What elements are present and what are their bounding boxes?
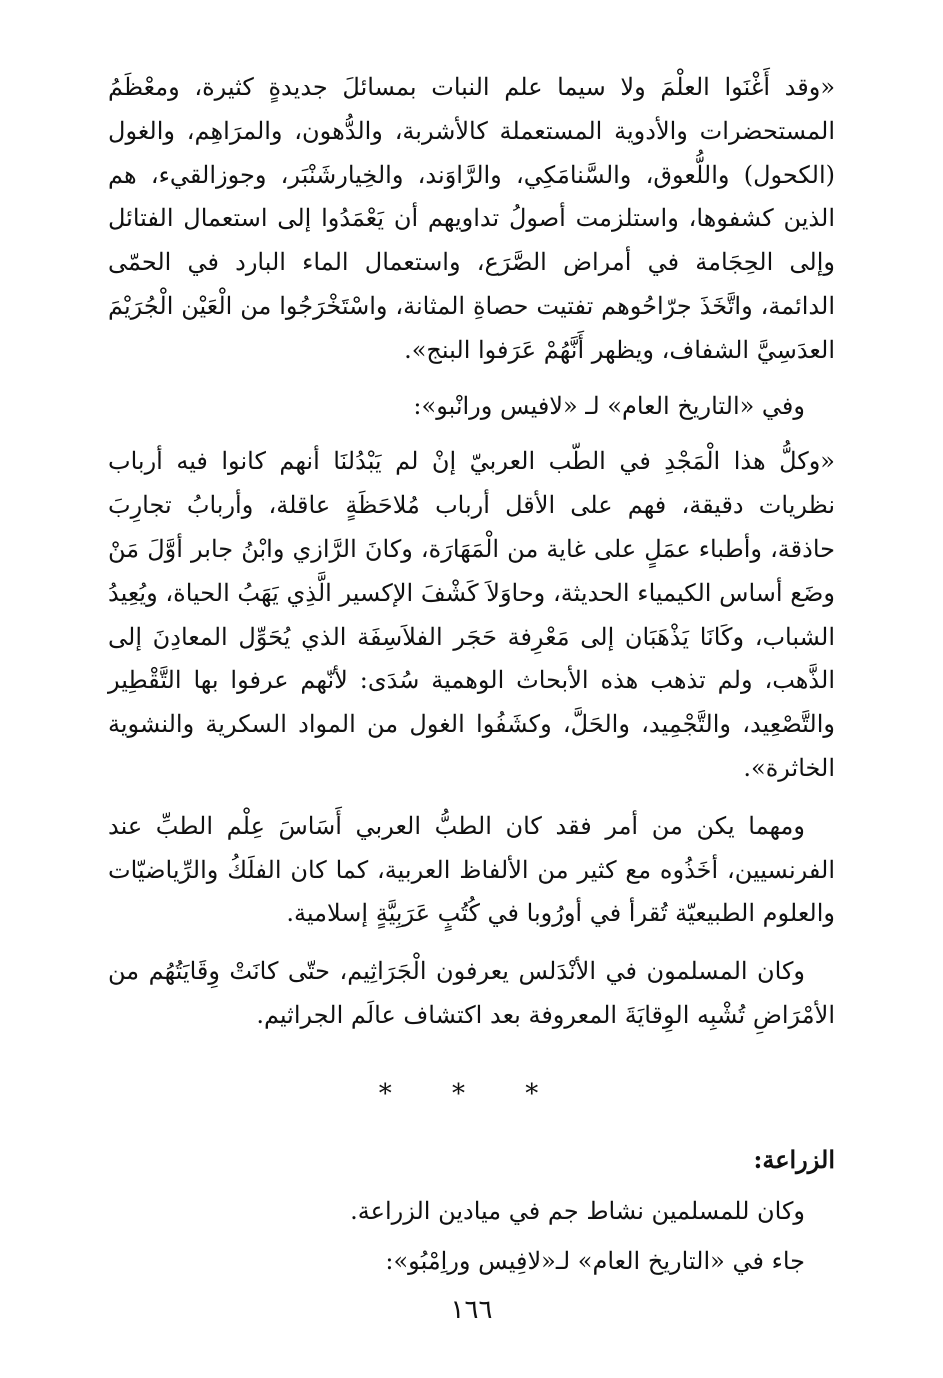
paragraph-french-medicine: ومهما يكن من أمر فقد كان الطبُّ العربي أَسَاسَ عِلْم الطبِّ عند الفرنسيين، أخَذُوه مع كثير من الألفاظ العربية، كما كان الفلَكُ والرِّياضيّات والعلوم الطبيعيّة تُقرأ في أورُوبا في كُتُبٍ عَرَبِيَّةٍ إسلامية. [108, 811, 835, 928]
section-separator: * * * [378, 1078, 565, 1109]
page-number: ١٦٦ [450, 1295, 493, 1325]
paragraph-andalus-germs: وكان المسلمون في الأنْدَلس يعرفون الْجَرَاثِيم، حتّى كانَتْ وِقَايَتُهُم من الأمْرَاضِ تُشْبِه الوِقايَةَ المعروفة بعد اكتشاف عالَم الجراثيم. [108, 957, 835, 1029]
paragraph-agriculture-source: جاء في «التاريخ العام» لـ«لافِيس وراِمْبُو»: [385, 1246, 805, 1275]
page-body [108, 66, 835, 1283]
paragraph-quote-medicine: «وكلُّ هذا الْمَجْدِ في الطّب العربيّ إنْ لم يَبْدُلنَا أنهم كانوا فيه أرباب نظريات دقيقة، فهم على الأقل أرباب مُلاحَظَةٍ عاقلة، وأربابُ تجارِبَ حاذقة، وأطباء عمَلٍ على غاية من الْمَهَارَة، وكانَ الرَّازي وابْنُ جابر أوَّلَ مَنْ وضَع أساس الكيمياء الحديثة، وحاوَلاَ كَشْفَ الإكسير الَّذِي يَهَبُ الحياة، ويُعِيدُ الشباب، وكَانَا يَذْهَبَان إلى مَعْرِفة حَجَر الفلاَسِفَة الذي يُحَوِّل المعادِنَ إلى الذَّهب، ولم تذهب هذه الأبحاث الوهمية سُدَى: لأنّهم عرفوا بها التَّقْطِير والتَّصْعِيد، والتَّجْمِيد، والحَلَّ، وكشَفُوا الغول من المواد السكرية والنشوية الخاثرة». [108, 447, 835, 782]
paragraph-agriculture-intro: وكان للمسلمين نشاط جم في ميادين الزراعة. [350, 1196, 805, 1225]
paragraph-source-intro: وفي «التاريخ العام» لـ «لافيس ورانْبو»: [413, 391, 805, 420]
section-heading-agriculture: الزراعة: [753, 1144, 835, 1174]
paragraph-quote-botany: «وقد أَغْنَوا العلْمَ ولا سيما علم النبات بمسائلَ جديدةٍ كثيرة، ومعْظَمُ المستحضرات والأدوية المستعملة كالأشربة، والدُّهون، والمرَاهِم، والغول (الكحول) واللُّعوق، والسَّنامَكِي، والرَّاوَند، والخِيارشَنْبَر، وجوزالقيء، هم الذين كشفوها، واستلزمت أصولُ تداويهم أن يَعْمَدُوا إلى استعمال الفتائل وإلى الحِجَامة في أمراض الصَّرَع، واستعمال الماء البارد في الحمّى الدائمة، واتَّخَذَ جرّاحُوهم تفتيت حصاةِ المثانة، واسْتَخْرَجُوا من الْعَيْن الْجُرَيْمَ العدَسِيَّ الشفاف، ويظهر أَنَّهُمْ عَرَفوا البنج». [108, 73, 835, 364]
